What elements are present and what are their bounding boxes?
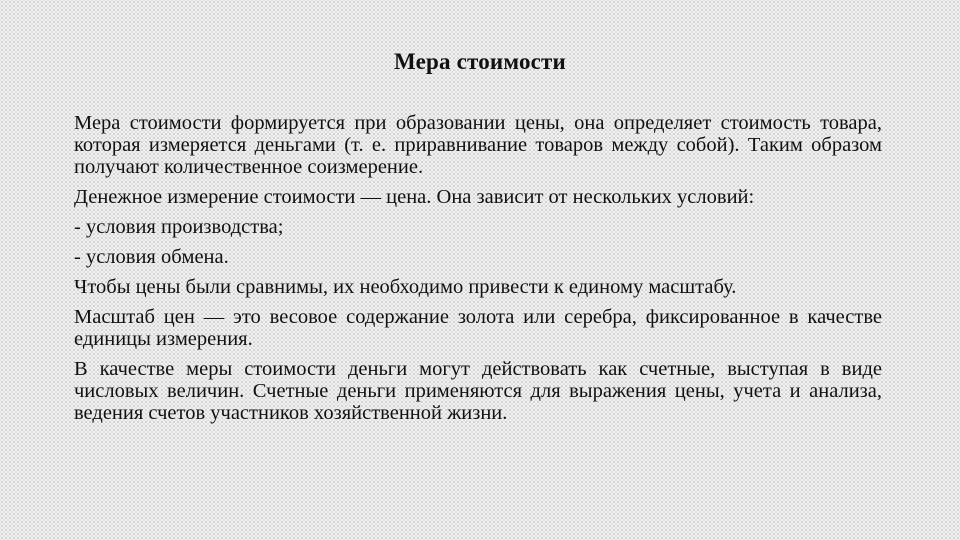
slide-body (74, 112, 882, 432)
paragraph-price-scale: Масштаб цен — это весовое содержание золота или серебра, фиксированное в качестве единицы измерения. (74, 306, 882, 350)
paragraph-comparable: Чтобы цены были сравнимы, их необходимо привести к единому масштабу. (74, 276, 737, 298)
list-item-exchange: - условия обмена. (74, 246, 229, 268)
list-item-production: - условия производства; (74, 216, 284, 238)
paragraph-price: Денежное измерение стоимости — цена. Она зависит от нескольких условий: (74, 186, 755, 208)
paragraph-counting-money: В качестве меры стоимости деньги могут действовать как счетные, выступая в виде числовых величин. Счетные деньги применяются для выражения цены, учета и анализа, ведения счетов участников хозяйственной жизни. (74, 358, 882, 424)
slide-title: Мера стоимости (393, 49, 567, 74)
paragraph-definition: Мера стоимости формируется при образовании цены, она определяет стоимость товара, которая измеряется деньгами (т. е. приравнивание товаров между собой). Таким образом получают количественное соизмерение. (74, 112, 882, 178)
